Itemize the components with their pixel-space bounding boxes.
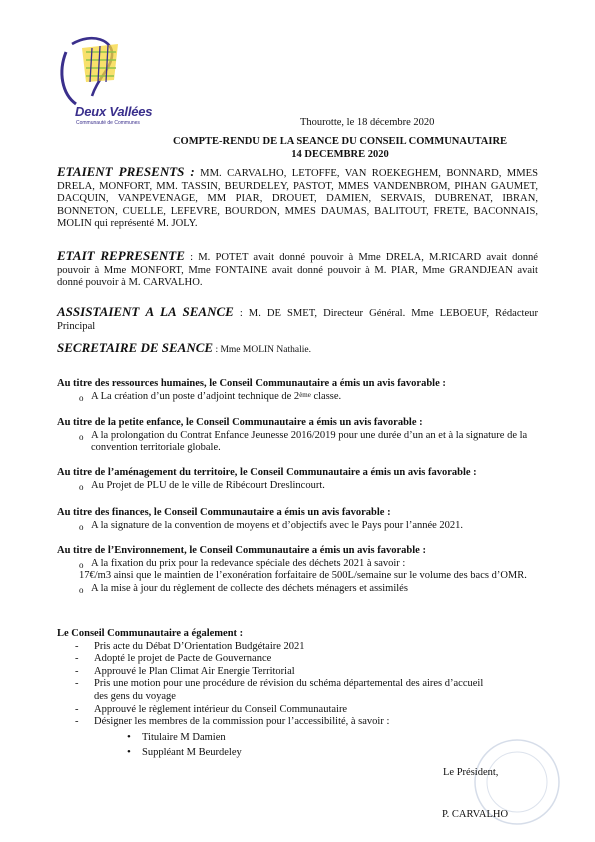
section-heading: Au titre de l’aménagement du territoire, le Conseil Communautaire a émis un avis favorable : [57,467,477,478]
section-ressources-humaines [57,378,538,403]
list-item: - Pris une motion pour une procédure de révision du schéma départemental des aires d’accueil des gens du voyage [75,678,484,702]
list-item: o A La création d’un poste d’adjoint technique de 2ème classe. [79,390,342,403]
circle-bullet-icon: o [79,431,84,442]
section-heading: Le Conseil Communautaire a également : [57,628,244,639]
circle-bullet-icon: o [79,559,84,570]
list-item: o A la fixation du prix pour la redevance spéciale des déchets 2021 à savoir : [79,557,406,570]
circle-bullet-icon: o [79,392,84,403]
list-item: o A la mise à jour du règlement de collecte des déchets ménagers et assimilés [79,582,408,595]
section-finances [57,507,538,532]
presents-label: ETAIENT PRESENTS : [57,164,195,179]
list-item: - Approuvé le Plan Climat Air Energie Territorial [75,665,295,677]
logo-subtitle: Communauté de Communes [76,120,140,126]
meeting-date: 14 DECEMBRE 2020 [291,149,389,160]
commission-member: • Titulaire M Damien [127,730,226,743]
secretaire-text: : Mme MOLIN Nathalie. [213,345,311,355]
section-amenagement [57,467,538,492]
circle-bullet-icon: o [79,521,84,532]
secretaire-label: SECRETAIRE DE SEANCE [57,340,214,355]
section-heading: Au titre des ressources humaines, le Conseil Communautaire a émis un avis favorable : [57,378,446,389]
bullet-icon: • [127,746,131,759]
presents-text: MM. CARVALHO, LETOFFE, VAN ROEKEGHEM, BONNARD, MMES DRELA, MONFORT, MM. TASSIN, BEURDELEY, PASTOT, MMES VANDENBROM, PIHAN GAUMET, DACQUIN, VANPEVENAGE, MM PIAR, DROUET, DAMIEN, SERVAIS, DUBRENAT, IBRAN, BONNETON, CUELLE, LEFEVRE, BOURDON, MMES DAUMAS, BALITOUT, FRETE, BACONNAIS, MOLIN qui représenté M. JOLY. [57,168,539,230]
secretaire-paragraph [57,342,538,357]
list-item: o A la prolongation du Contrat Enfance Jeunesse 2016/2019 pour une durée d’un an et à la signature de la convention territoriale globale. [79,429,528,454]
list-item: - Pris acte du Débat D’Orientation Budgétaire 2021 [75,640,305,652]
list-item: - Approuvé le règlement intérieur du Conseil Communautaire [75,703,348,715]
section-petite-enfance [57,417,538,455]
list-item: o A la signature de la convention de moyens et d’objectifs avec le Pays pour l’année 2021. [79,519,464,532]
circle-bullet-icon: o [79,481,84,492]
signatory-name: P. CARVALHO [442,809,509,820]
assistaient-paragraph [57,306,538,333]
assistaient-label: ASSISTAIENT A LA SEANCE [57,304,234,319]
logo-name: Deux Vallées [75,104,153,119]
presents-paragraph [57,166,538,231]
represente-label: ETAIT REPRESENTE [57,248,185,263]
section-heading: Au titre de l’Environnement, le Conseil Communautaire a émis un avis favorable : [57,545,426,556]
commission-member: • Suppléant M Beurdeley [127,746,242,759]
list-item: - Désigner les membres de la commission pour l’accessibilité, à savoir : [75,716,390,728]
document-date: Thourotte, le 18 décembre 2020 [300,117,435,128]
document-title: COMPTE-RENDU DE LA SEANCE DU CONSEIL COMMUNAUTAIRE [172,136,508,147]
represente-text: : M. POTET avait donné pouvoir à Mme DRELA, M.RICARD avait donné pouvoir à Mme MONFORT, Mme FONTAINE avait donné pouvoir à M. PIAR, Mme GRANDJEAN avait donné pouvoir à M. CARVALHO. [57,252,538,289]
list-item-continuation: 17€/m3 ainsi que le maintien de l’exonération forfaitaire de 500L/semaine sur le volume des bacs d’OMR. [79,570,527,582]
list-item: - Adopté le projet de Pacte de Gouvernance [75,653,272,665]
section-egalement [57,628,538,760]
circle-bullet-icon: o [79,584,84,595]
represente-paragraph [57,250,538,290]
section-heading: Au titre de la petite enfance, le Conseil Communautaire a émis un avis favorable : [57,417,423,428]
list-item: o Au Projet de PLU de le ville de Ribécourt Dreslincourt. [79,479,325,492]
bullet-icon: • [127,730,131,743]
assistaient-text: : M. DE SMET, Directeur Général. Mme LEBOEUF, Rédacteur Principal [57,308,538,332]
section-heading: Au titre des finances, le Conseil Communautaire a émis un avis favorable : [57,507,391,518]
signature-title: Le Président, [443,767,499,778]
section-environnement [57,545,538,595]
